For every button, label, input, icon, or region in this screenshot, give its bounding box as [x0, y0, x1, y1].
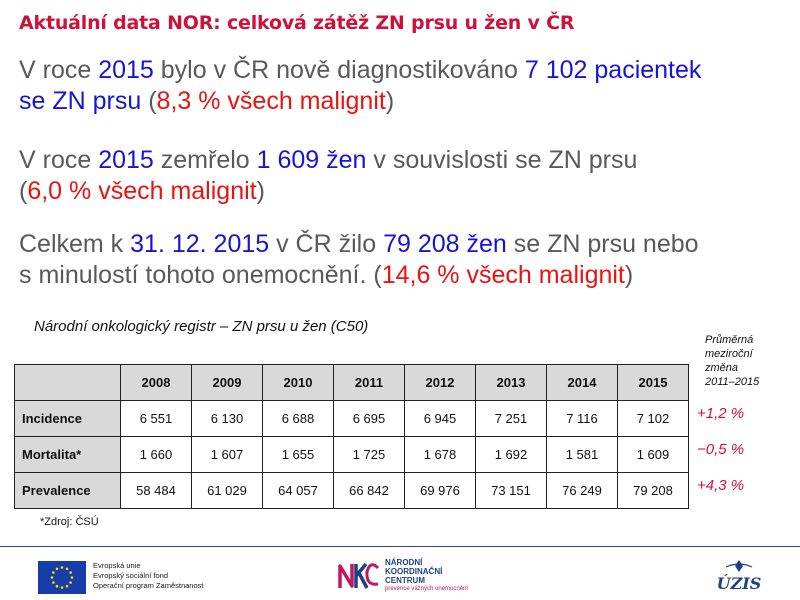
year-highlight: 2015: [98, 56, 154, 84]
table-cell: 79 208: [618, 473, 689, 509]
nkc-logo-icon: [336, 558, 380, 594]
row-label: Incidence: [15, 401, 121, 437]
year-header: 2009: [192, 365, 263, 401]
table-row-incidence: [15, 401, 689, 437]
table-cell: 76 249: [547, 473, 618, 509]
change-mortality: −0,5 %: [697, 441, 745, 458]
registry-table: [14, 364, 689, 509]
table-cell: 69 976: [405, 473, 476, 509]
nkc-tagline: prevence vážných onemocnění: [385, 586, 469, 592]
eu-flag-icon: [38, 561, 86, 594]
header-row: [15, 365, 689, 401]
slide-title: Aktuální data NOR: celková zátěž ZN prsu u žen v ČR: [19, 12, 575, 34]
table-cell: 1 609: [618, 437, 689, 473]
group-highlight: se ZN prsu: [19, 87, 142, 115]
nkc-caption-line: NÁRODNÍ: [385, 558, 423, 567]
year-header: 2012: [405, 365, 476, 401]
table-cell: 6 688: [263, 401, 334, 437]
uzis-logo: ÚZIS: [716, 574, 762, 593]
table-cell: 58 484: [121, 473, 192, 509]
table-cell: 7 102: [618, 401, 689, 437]
count-highlight: 7 102 pacientek: [524, 56, 702, 84]
text: se ZN prsu nebo: [506, 230, 699, 258]
eu-caption: [93, 561, 203, 591]
count-highlight: 1 609 žen: [256, 146, 367, 174]
table-cell: 64 057: [263, 473, 334, 509]
text: v souvislosti se ZN prsu: [366, 146, 638, 174]
year-header: 2011: [334, 365, 405, 401]
percent-highlight: 6,0 % všech malignit: [27, 177, 257, 205]
table-cell: 6 551: [121, 401, 192, 437]
nkc-caption: [385, 558, 468, 594]
table-cell: 6 130: [192, 401, 263, 437]
year-header: 2013: [476, 365, 547, 401]
paragraph-incidence: [19, 55, 789, 117]
row-label: Prevalence: [15, 473, 121, 509]
text: zemřelo: [153, 146, 257, 174]
note-line: změna: [705, 362, 739, 374]
table-cell: 6 695: [334, 401, 405, 437]
average-change-note: [705, 333, 785, 389]
nkc-caption-line: CENTRUM: [385, 576, 425, 585]
table-cell: 7 251: [476, 401, 547, 437]
corner-cell: [15, 365, 121, 401]
year-header: 2014: [547, 365, 618, 401]
text: (: [141, 87, 157, 115]
table-cell: 1 607: [192, 437, 263, 473]
footer-divider: [0, 546, 800, 547]
table-title: Národní onkologický registr – ZN prsu u žen (C50): [34, 318, 369, 335]
text: bylo v ČR nově diagnostikováno: [153, 56, 525, 84]
eu-caption-line: Evropská unie: [93, 561, 141, 570]
source-note: *Zdroj: ČSÚ: [40, 516, 99, 528]
change-column: [697, 404, 744, 512]
table-row-mortality: [15, 437, 689, 473]
table-row-prevalence: [15, 473, 689, 509]
text: (: [19, 177, 28, 205]
year-header: 2015: [618, 365, 689, 401]
eu-caption-line: Operační program Zaměstnanost: [93, 581, 204, 590]
table-cell: 1 678: [405, 437, 476, 473]
text: ): [256, 177, 265, 205]
text: s minulostí tohoto onemocnění. (: [19, 261, 382, 289]
date-highlight: 31. 12. 2015: [130, 230, 270, 258]
table-cell: 1 581: [547, 437, 618, 473]
eu-caption-line: Evropský sociální fond: [93, 571, 169, 580]
table-cell: 7 116: [547, 401, 618, 437]
text: ): [385, 87, 395, 115]
paragraph-mortality: [19, 145, 789, 207]
table-cell: 61 029: [192, 473, 263, 509]
year-header: 2010: [263, 365, 334, 401]
nkc-caption-line: KOORDINAČNÍ: [385, 567, 443, 576]
count-highlight: 79 208 žen: [383, 230, 507, 258]
percent-highlight: 8,3 % všech malignit: [156, 87, 386, 115]
change-incidence: +1,2 %: [697, 405, 745, 422]
year-header: 2008: [121, 365, 192, 401]
table-cell: 1 660: [121, 437, 192, 473]
table-cell: 73 151: [476, 473, 547, 509]
paragraph-prevalence: [19, 229, 789, 291]
note-line: 2011–2015: [705, 376, 760, 388]
row-label: Mortalita*: [15, 437, 121, 473]
text: V roce: [19, 56, 99, 84]
text: ): [624, 261, 634, 289]
table-cell: 1 725: [334, 437, 405, 473]
note-line: Průměrná: [705, 334, 754, 346]
table-cell: 1 692: [476, 437, 547, 473]
change-prevalence: +4,3 %: [697, 477, 745, 494]
table-cell: 66 842: [334, 473, 405, 509]
year-highlight: 2015: [98, 146, 154, 174]
text: Celkem k: [19, 230, 131, 258]
text: V roce: [19, 146, 99, 174]
table-cell: 1 655: [263, 437, 334, 473]
percent-highlight: 14,6 % všech malignit: [381, 261, 625, 289]
note-line: meziroční: [705, 348, 753, 360]
text: v ČR žilo: [269, 230, 384, 258]
table-cell: 6 945: [405, 401, 476, 437]
